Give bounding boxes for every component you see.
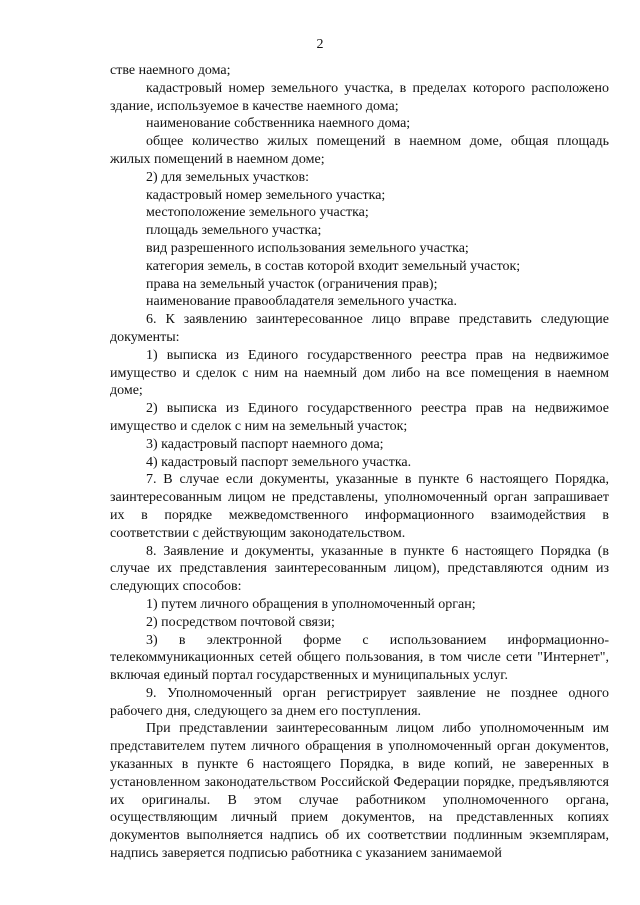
paragraph: наименование правообладателя земельного участка. <box>146 294 457 310</box>
paragraph: 3) кадастровый паспорт наемного дома; <box>146 436 384 452</box>
paragraph: 9. Уполномоченный орган регистрирует заявление не позднее одного рабочего дня, следующего за днем его поступления. <box>110 685 609 719</box>
paragraph: наименование собственника наемного дома; <box>146 116 411 132</box>
paragraph: 7. В случае если документы, указанные в пункте 6 настоящего Порядка, заинтересованным лицом не представлены, уполномоченный орган запрашивает их в порядке межведомственного информационного взаимодействия в соответствии с действующим законодательством. <box>110 472 609 541</box>
paragraph: 6. К заявлению заинтересованное лицо вправе представить следующие документы: <box>110 312 609 345</box>
paragraph: площадь земельного участка; <box>146 223 322 239</box>
document-body <box>110 62 609 863</box>
paragraph: вид разрешенного использования земельного участка; <box>146 240 469 256</box>
paragraph: 1) выписка из Единого государственного реестра прав на недвижимое имущество и сделок с ним на наемный дом либо на все помещения в наемном доме; <box>110 347 609 399</box>
paragraph: 2) посредством почтовой связи; <box>146 614 335 630</box>
paragraph: общее количество жилых помещений в наемном доме, общая площадь жилых помещений в наемном доме; <box>110 134 609 167</box>
paragraph: местоположение земельного участка; <box>146 205 369 221</box>
paragraph: стве наемного дома; <box>110 63 231 78</box>
paragraph: кадастровый номер земельного участка, в пределах которого расположено здание, используемое в качестве наемного дома; <box>110 80 609 114</box>
paragraph: 4) кадастровый паспорт земельного участка. <box>146 454 412 470</box>
paragraph: кадастровый номер земельного участка; <box>146 187 386 203</box>
paragraph: 8. Заявление и документы, указанные в пункте 6 настоящего Порядка (в случае их представления заинтересованным лицом), представляются одним из следующих способов: <box>110 543 609 595</box>
page-number: 2 <box>316 37 324 52</box>
paragraph: 3) в электронной форме с использованием информационно-телекоммуникационных сетей общего пользования, в том числе сети "Интернет", включая единый портал государственных и муниципальных услуг. <box>110 632 609 684</box>
paragraph: права на земельный участок (ограничения прав); <box>146 276 438 292</box>
paragraph: 2) выписка из Единого государственного реестра прав на недвижимое имущество и сделок с ним на земельный участок; <box>110 401 609 434</box>
paragraph: 1) путем личного обращения в уполномоченный орган; <box>146 596 476 612</box>
paragraph: 2) для земельных участков: <box>146 169 309 185</box>
paragraph: категория земель, в состав которой входит земельный участок; <box>146 258 521 274</box>
paragraph: При представлении заинтересованным лицом либо уполномоченным им представителем путем личного обращения в уполномоченный орган документов, указанных в пункте 6 настоящего Порядка, в виде копий, не заверенных в установленном законодательством Российской Федерации порядке, предъявляются их оригиналы. В этом случае работником уполномоченного органа, осуществляющим личный прием документов, на представленных копиях документов выполняется надпись об их соответствии подлинным экземплярам, надпись заверяется подписью работника с указанием занимаемой <box>110 721 609 862</box>
